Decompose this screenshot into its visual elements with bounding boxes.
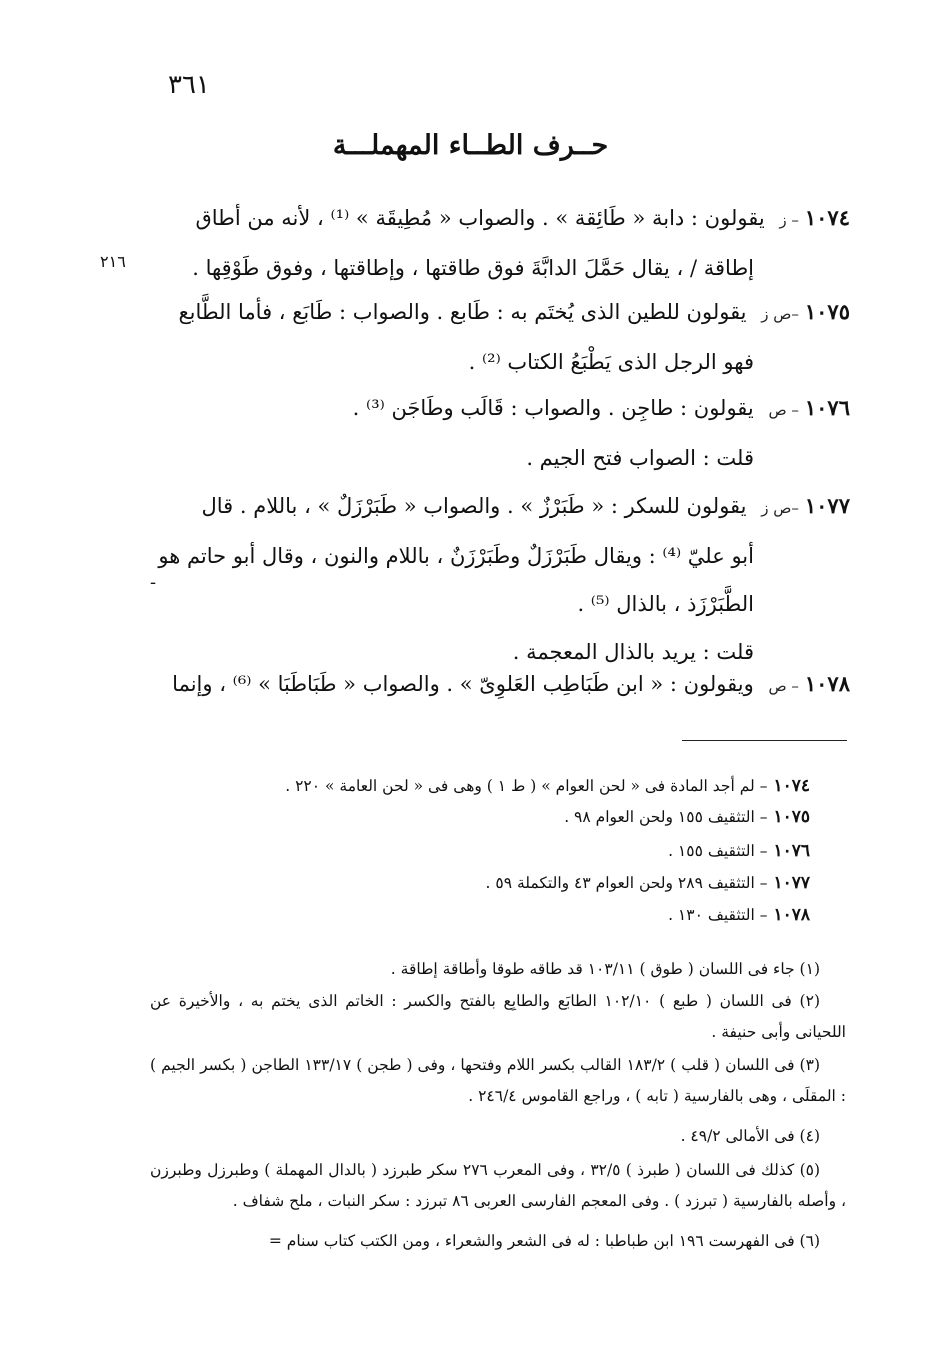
- entry-line: أبو عليّ ⁽⁴⁾ : ويقال طَبَرْزَلٌ وطَبَرْزَنٌ ، باللام والنون ، وقال أبو حاتم هو: [158, 544, 754, 568]
- entry-line: قلت : الصواب فتح الجيم .: [526, 446, 754, 470]
- footnote-1: (١) جاء فى اللسان ( طوق ) ١٠٣/١١ قد طاقه طوقا وأطاقة إطاقة .: [390, 960, 820, 978]
- source-note: [150, 841, 810, 861]
- margin-page-reference: ٢١٦: [100, 252, 126, 271]
- source-number: ١٠٧٨: [773, 905, 810, 925]
- source-text: – لم أجد المادة فى « لحن العوام » ( ط ١ ) وهى فى « لحن العامة » ٢٢٠ .: [285, 777, 768, 795]
- entry-code: – ص: [768, 677, 799, 695]
- entry-code: – ز: [779, 211, 799, 229]
- entry-1077: [150, 482, 850, 676]
- entry-1078: [150, 660, 850, 710]
- source-number: ١٠٧٤: [773, 776, 810, 796]
- entry-line: يقولون للسكر : « طَبَرْزٌ » . والصواب « طَبَرْزَلٌ » ، باللام . قال: [201, 494, 747, 518]
- footnote-4: (٤) فى الأمالى ٤٩/٢ .: [680, 1127, 820, 1145]
- entry-line: فهو الرجل الذى يَطْبَعُ الكتاب ⁽²⁾ .: [468, 350, 754, 374]
- footnote-6: (٦) فى الفهرست ١٩٦ ابن طباطبا : له فى الشعر والشعراء ، ومن الكتب كتاب سنام =: [268, 1232, 820, 1250]
- entry-code: – ص: [768, 401, 799, 419]
- page-number: ٣٦١: [168, 70, 210, 100]
- entry-code: –ص ز: [761, 499, 799, 517]
- footnote-separator: [682, 740, 847, 741]
- source-number: ١٠٧٥: [773, 807, 810, 827]
- source-text: – التثقيف ١٥٥ .: [668, 842, 768, 860]
- entry-number: ١٠٧٥: [804, 299, 850, 324]
- entry-1075: [150, 288, 850, 386]
- entry-line: يقولون : طاجِن . والصواب : قَالَب وطَاجَن ⁽³⁾ .: [352, 396, 754, 420]
- source-note: [150, 776, 810, 796]
- entry-number: ١٠٧٤: [804, 205, 850, 230]
- entry-line: قلت : يريد بالذال المعجمة .: [512, 640, 754, 664]
- footnote-5: (٥) كذلك فى اللسان ( طبرذ ) ٣٢/٥ ، وفى المعرب ٢٧٦ سكر طبرزد ( بالدال المهملة ) وطبرزل وطبرزن ، وأصله بالفارسية ( تبرزد ) . وفى المعجم الفارسى العربى ٨٦ تبرزد : سكر النبات ، ملح شفاف .: [150, 1161, 846, 1210]
- source-text: – التثقيف ٢٨٩ ولحن العوام ٤٣ والتكملة ٥٩ .: [485, 874, 768, 892]
- entry-code: –ص ز: [761, 305, 799, 323]
- footnote-2: (٢) فى اللسان ( طبع ) ١٠٢/١٠ الطابَع والطابِع بالفتح والكسر : الخاتم الذى يختم به ، والأخيرة عن اللحيانى وأبى حنيفة .: [150, 992, 846, 1041]
- entry-number: ١٠٧٦: [804, 395, 850, 420]
- source-note: [150, 905, 810, 925]
- margin-dash: -: [150, 572, 157, 593]
- entry-line: يقولون للطين الذى يُختَم به : طَابع . والصواب : طَابَع ، فأما الطَّابع: [178, 300, 747, 324]
- source-note: [150, 807, 810, 827]
- entry-line: يقولون : دابة « طَائِقة » . والصواب « مُطِيقَة » ⁽¹⁾ ، لأنه من أطاق: [195, 206, 765, 230]
- entry-1074: [150, 194, 850, 292]
- entry-line: ويقولون : « ابن طَبَاطِب العَلوِىّ » . والصواب « طَبَاطَبَا » ⁽⁶⁾ ، وإنما: [172, 672, 754, 696]
- source-number: ١٠٧٦: [773, 841, 810, 861]
- entry-line: الطَّبَرْزَذ ، بالذال ⁽⁵⁾ .: [577, 592, 754, 616]
- entry-number: ١٠٧٧: [804, 493, 850, 518]
- entry-line: إطاقة / ، يقال حَمَّلَ الدابَّةَ فوق طاقتها ، وإطاقتها ، وفوق طَوْقِها .: [192, 256, 754, 280]
- entry-1076: [150, 384, 850, 482]
- entry-number: ١٠٧٨: [804, 671, 850, 696]
- chapter-title: حــرف الطــاء المهملـــة: [332, 130, 609, 161]
- source-text: – التثقيف ١٥٥ ولحن العوام ٩٨ .: [564, 808, 768, 826]
- footnote-3: (٣) فى اللسان ( قلب ) ١٨٣/٢ القالب بكسر اللام وفتحها ، وفى ( طجن ) ١٣٣/١٧ الطاجن ( بكسر الجيم ) : المقلَى ، وهى بالفارسية ( تابه ) ، وراجع القاموس ٢٤٦/٤ .: [150, 1056, 846, 1105]
- source-note: [150, 873, 810, 893]
- source-text: – التثقيف ١٣٠ .: [668, 906, 768, 924]
- source-number: ١٠٧٧: [773, 873, 810, 893]
